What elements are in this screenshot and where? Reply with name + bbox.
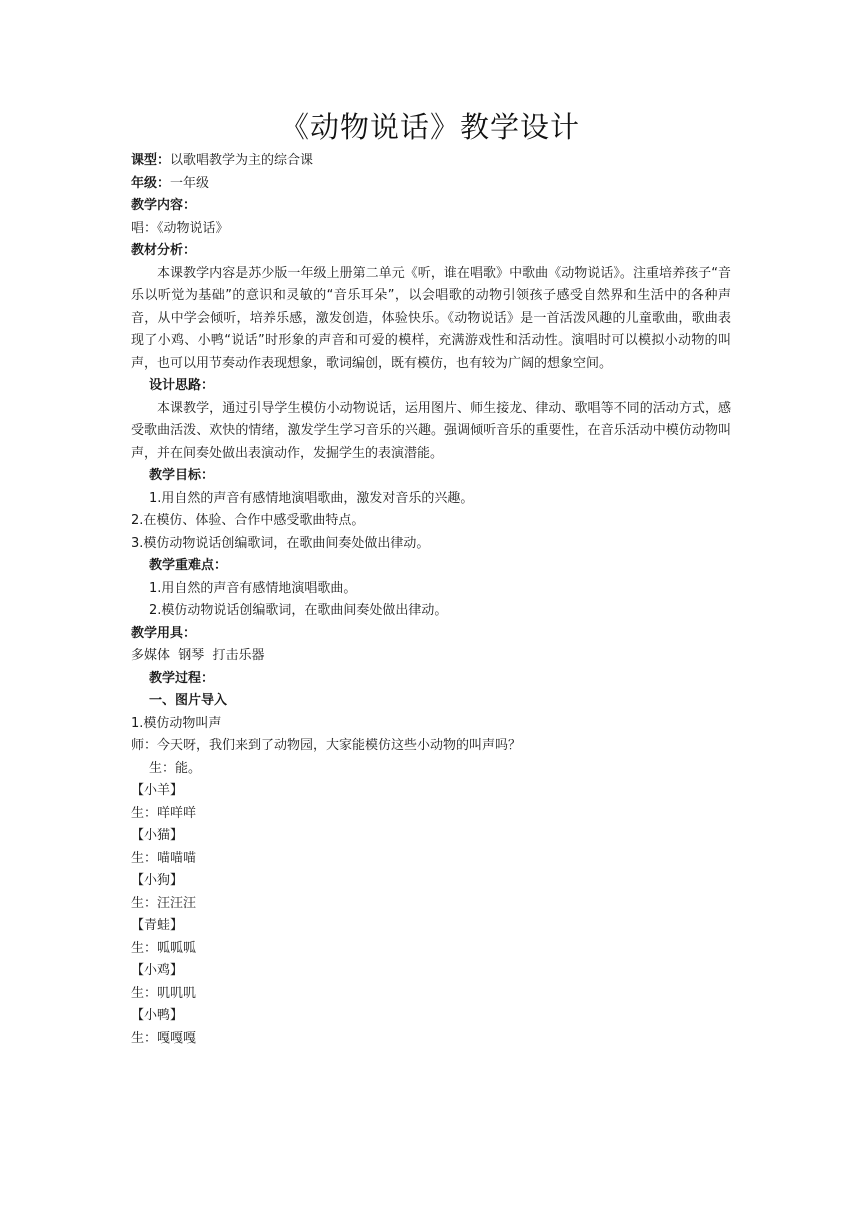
lesson-type-line <box>131 150 731 173</box>
lesson-type-label: 课型： <box>131 153 171 168</box>
animal-sound: 生：咩咩咩 <box>131 805 197 821</box>
teaching-content-heading: 教学内容： <box>131 198 197 213</box>
animal-name: 【小羊】 <box>131 783 184 798</box>
grade-label: 年级： <box>131 175 171 191</box>
teaching-tools-heading: 教学用具： <box>131 625 197 641</box>
teaching-content-value: 唱：《动物说话》 <box>131 220 229 236</box>
goal-item: 1.用自然的声音有感情地演唱歌曲，激发对音乐的兴趣。 <box>149 490 474 506</box>
grade-line <box>131 173 731 196</box>
teaching-tools-text: 多媒体 钢琴 打击乐器 <box>131 648 265 663</box>
teaching-process-heading: 教学过程： <box>149 670 215 686</box>
key-point-item: 1.用自然的声音有感情地演唱歌曲。 <box>149 580 357 596</box>
material-analysis-text: 本课教学内容是苏少版一年级上册第二单元《听，谁在唱歌》中歌曲《动物说话》。注重培养孩子“音乐以听觉为基础”的意识和灵敏的“音乐耳朵”，以会唱歌的动物引领孩子感受自然界和生活中的各种声音，从中学会倾听，培养乐感，激发创造，体验快乐。《动物说话》是一首活泼风趣的儿童歌曲，歌曲表现了小鸡、小鸭“说话”时形象的声音和可爱的模样，充满游戏性和活动性。演唱时可以模拟小动物的叫声，也可以用节奏动作表现想象，歌词编创，既有模仿，也有较为广阔的想象空间。 <box>131 265 731 371</box>
teacher-line: 师：今天呀，我们来到了动物园，大家能模仿这些小动物的叫声吗？ <box>131 738 522 753</box>
step-heading: 1.模仿动物叫声 <box>131 715 222 731</box>
key-point-item: 2.模仿动物说话创编歌词，在歌曲间奏处做出律动。 <box>149 603 448 618</box>
animal-sound: 生：喵喵喵 <box>131 850 197 866</box>
animal-name: 【小鸡】 <box>131 963 184 978</box>
animal-sound: 生：嘎嘎嘎 <box>131 1030 197 1046</box>
material-analysis-heading: 教材分析： <box>131 243 197 258</box>
animal-sound: 生：叽叽叽 <box>131 985 197 1001</box>
grade-value: 一年级 <box>170 175 210 191</box>
animal-name: 【青蛙】 <box>131 918 184 933</box>
lesson-type-value: 以歌唱教学为主的综合课 <box>170 153 314 168</box>
design-idea-heading: 设计思路： <box>149 378 215 393</box>
student-reply-line: 生：能。 <box>149 760 202 776</box>
goal-item: 2.在模仿、体验、合作中感受歌曲特点。 <box>131 513 365 528</box>
animal-sound: 生：呱呱呱 <box>131 940 197 956</box>
document-body <box>131 150 731 1050</box>
animal-sound: 生：汪汪汪 <box>131 895 197 911</box>
section-heading: 一、图片导入 <box>149 693 228 708</box>
teaching-goals-heading: 教学目标： <box>149 468 215 483</box>
document-title: 《动物说话》教学设计 <box>279 110 580 144</box>
animal-name: 【小狗】 <box>131 873 184 888</box>
key-points-heading: 教学重难点： <box>149 558 228 573</box>
animal-name: 【小猫】 <box>131 828 184 843</box>
animal-name: 【小鸭】 <box>131 1008 184 1023</box>
goal-item: 3.模仿动物说话创编歌词，在歌曲间奏处做出律动。 <box>131 535 430 551</box>
design-idea-text: 本课教学，通过引导学生模仿小动物说话，运用图片、师生接龙、律动、歌唱等不同的活动方式，感受歌曲活泼、欢快的情绪，激发学生学习音乐的兴趣。强调倾听音乐的重要性，在音乐活动中模仿动物叫声，并在间奏处做出表演动作，发掘学生的表演潜能。 <box>131 400 731 461</box>
